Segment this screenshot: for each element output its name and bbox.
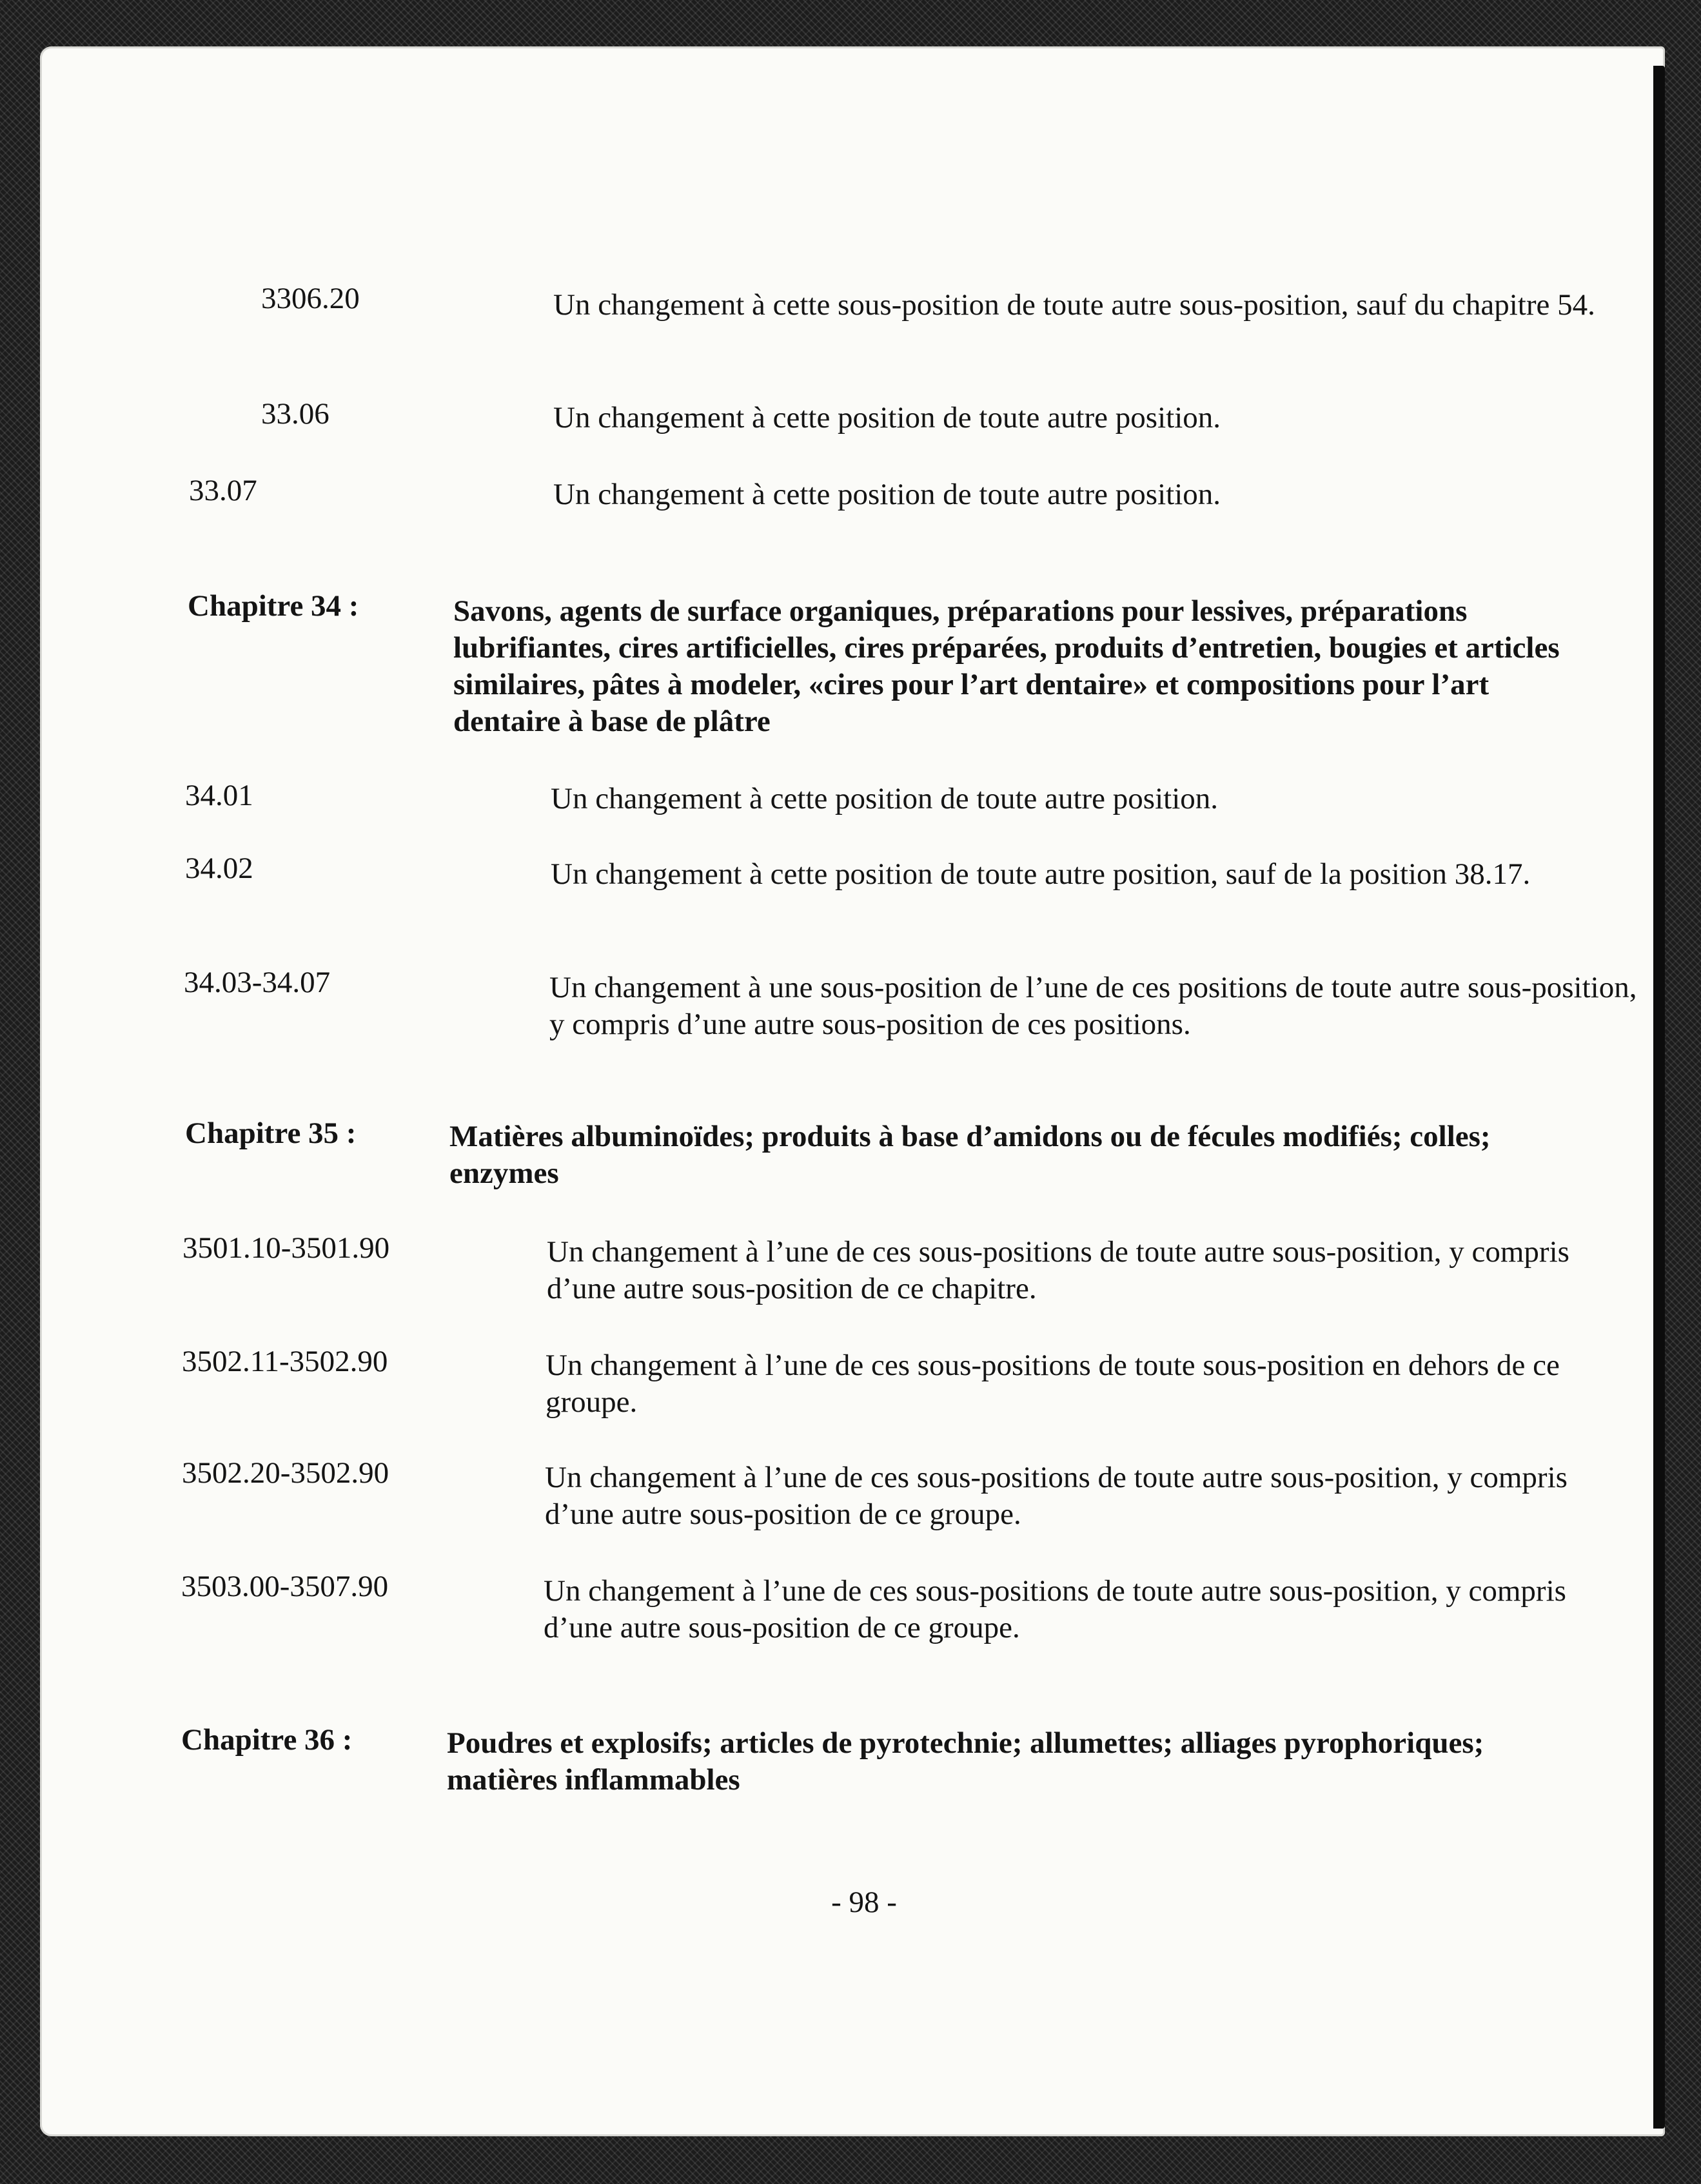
- entry-code: 34.02: [185, 852, 253, 885]
- entry-code: 3306.20: [261, 282, 360, 315]
- entry-text: Un changement à cette sous-position de toute autre sous-position, sauf du chapitre 54.: [553, 288, 1595, 322]
- entry-text: Un changement à l’une de ces sous-positions de toute sous-position en dehors de ce groupe.: [546, 1349, 1560, 1419]
- chapter-heading-title: Matières albuminoïdes; produits à base d’amidons ou de fécules modifiés; colles; enzymes: [449, 1120, 1491, 1190]
- chapter-heading-label: Chapitre 35 :: [185, 1116, 357, 1150]
- entry-code: 3501.10-3501.90: [182, 1231, 390, 1265]
- page-number: - 98 -: [831, 1886, 897, 1919]
- entry-code: 3502.11-3502.90: [182, 1345, 388, 1378]
- chapter-heading-label: Chapitre 34 :: [188, 589, 359, 623]
- entry-text: Un changement à une sous-position de l’une de ces positions de toute autre sous-position, y compris d’une autre sous-position de ces positions.: [549, 971, 1637, 1041]
- entry-text: Un changement à cette position de toute autre position.: [553, 401, 1221, 434]
- chapter-heading-title: Poudres et explosifs; articles de pyrotechnie; allumettes; alliages pyrophoriques; matières inflammables: [447, 1726, 1484, 1797]
- entry-text: Un changement à cette position de toute autre position.: [553, 478, 1221, 511]
- entry-text: Un changement à l’une de ces sous-positions de toute autre sous-position, y compris d’une autre sous-position de ce chapitre.: [547, 1235, 1569, 1305]
- entry-code: 33.07: [189, 474, 257, 507]
- entry-code: 3503.00-3507.90: [181, 1570, 389, 1603]
- entry-code: 3502.20-3502.90: [182, 1456, 389, 1490]
- entry-code: 34.03-34.07: [184, 966, 331, 999]
- entry-text: Un changement à l’une de ces sous-positions de toute autre sous-position, y compris d’une autre sous-position de ce groupe.: [545, 1461, 1568, 1531]
- entry-code: 34.01: [185, 779, 253, 812]
- entry-text: Un changement à cette position de toute autre position.: [551, 782, 1219, 815]
- entry-code: 33.06: [261, 397, 329, 431]
- entry-text: Un changement à l’une de ces sous-positions de toute autre sous-position, y compris d’une autre sous-position de ce groupe.: [544, 1574, 1566, 1644]
- chapter-heading-title: Savons, agents de surface organiques, préparations pour lessives, préparations lubrifiantes, cires artificielles, cires préparées, produits d’entretien, bougies et articles similaires, pâtes à modeler, «cires pour l’art dentaire» et compositions pour l’art dentaire à base de plâtre: [453, 594, 1560, 738]
- scanned-page: [40, 46, 1665, 2136]
- chapter-heading-label: Chapitre 36 :: [181, 1723, 353, 1757]
- entry-text: Un changement à cette position de toute autre position, sauf de la position 38.17.: [551, 857, 1531, 891]
